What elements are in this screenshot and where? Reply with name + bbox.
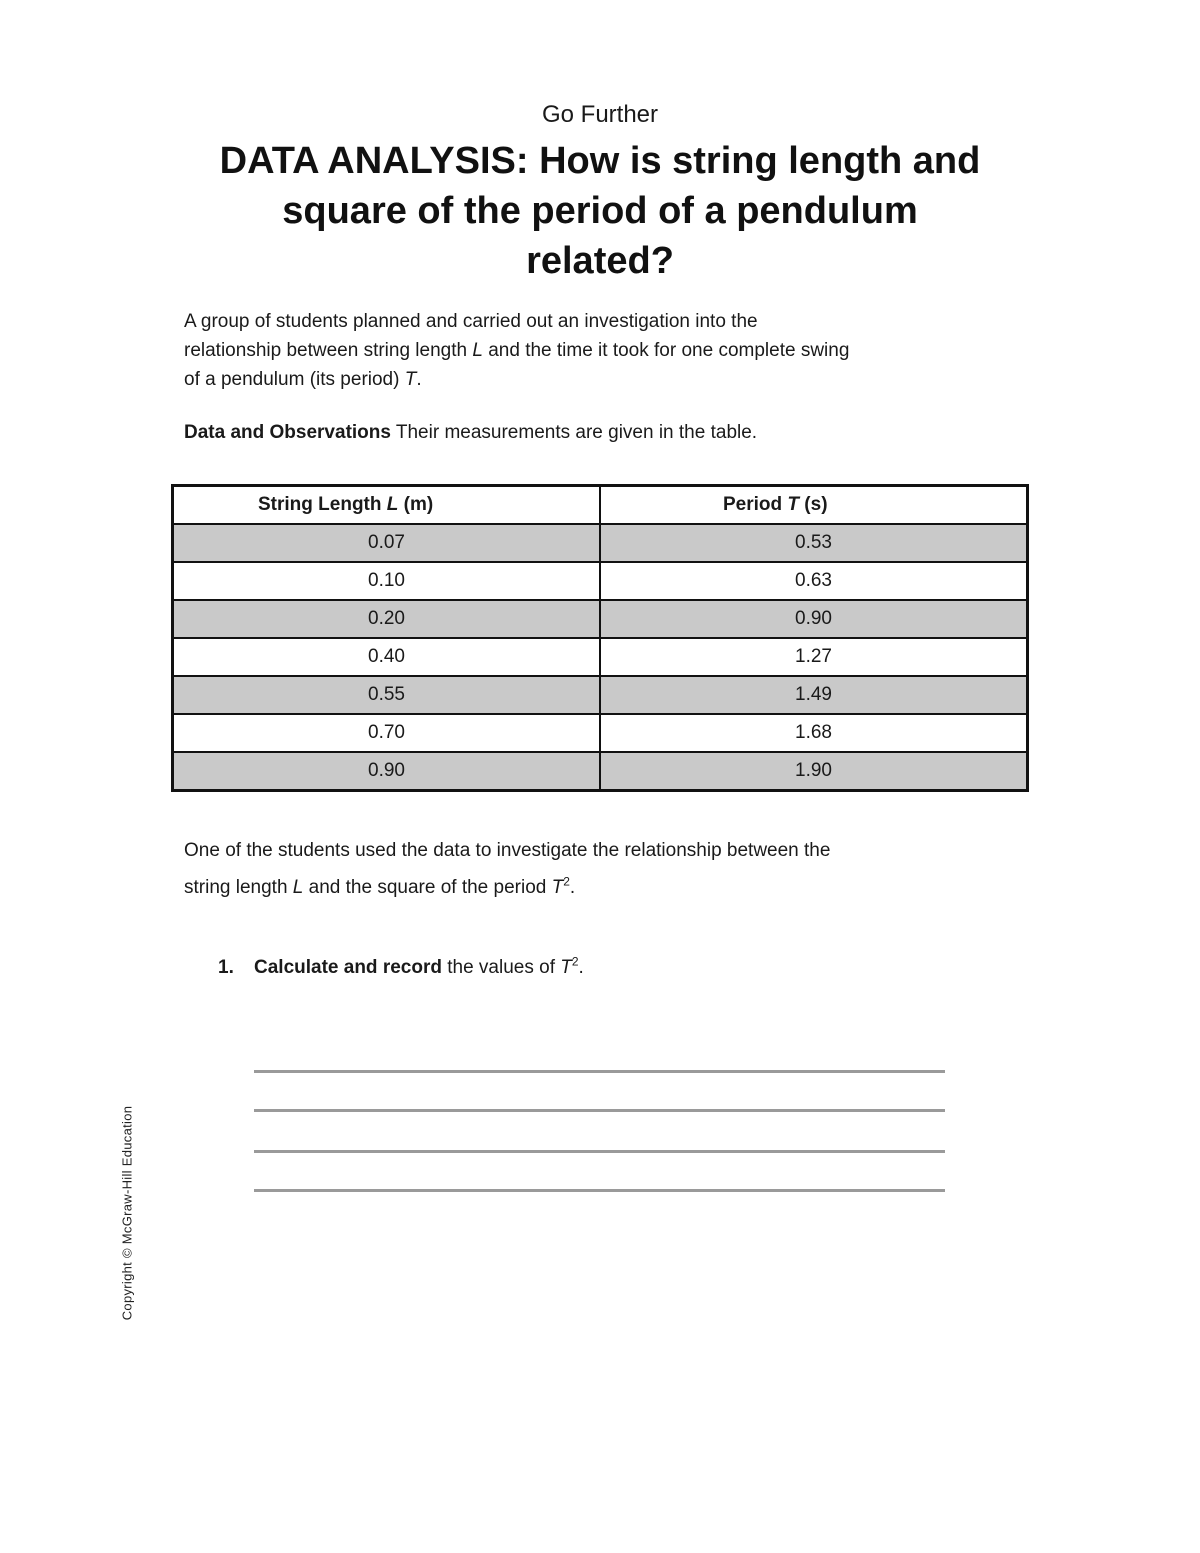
title-line-1: DATA ANALYSIS: How is string length and [219,140,981,182]
column-header-length [173,486,601,525]
header-text: String Length [258,494,387,515]
question-1 [218,953,1018,982]
question-number: 1. [218,957,234,978]
exponent: 2 [563,874,570,889]
variable-T: T [560,957,572,978]
page-title [150,136,1050,286]
followup-text: and the square of the period [303,877,552,898]
intro-line-2 [184,336,984,365]
length-cell: 0.90 [173,752,601,791]
intro-text: of a pendulum (its period) [184,369,405,390]
length-cell: 0.55 [173,676,601,714]
question-text: the values of [441,957,561,978]
answer-line[interactable] [254,1189,945,1192]
table-row [173,752,1028,791]
data-observations-label: Data and Observations [184,422,391,443]
variable-T: T [787,494,800,515]
data-observations [184,418,984,447]
length-cell: 0.40 [173,638,601,676]
data-observations-text: Their measurements are given in the table. [390,422,758,443]
intro-paragraph [184,307,984,394]
followup-text: string length [184,877,293,898]
period-cell: 0.90 [600,600,1028,638]
question-text: . [578,957,584,978]
answer-line[interactable] [254,1109,945,1112]
answer-line[interactable] [254,1150,945,1153]
table-row [173,676,1028,714]
table-row [173,714,1028,752]
period-cell: 0.53 [600,524,1028,562]
variable-L: L [472,340,483,361]
table-row [173,600,1028,638]
period-cell: 1.49 [600,676,1028,714]
intro-line-1: A group of students planned and carried out an investigation into the [184,311,758,332]
title-line-2: square of the period of a pendulum [282,190,918,232]
variable-T: T [404,369,417,390]
question-instruction: Calculate and record [254,957,442,978]
intro-text: . [416,369,422,390]
copyright-notice: Copyright © McGraw-Hill Education [119,1105,135,1321]
variable-L: L [386,494,399,515]
followup-line-1: One of the students used the data to investigate the relationship between the [184,840,831,861]
header-text: Period [723,494,788,515]
measurements-table [171,484,1029,792]
header-unit: (m) [398,494,434,515]
table-row [173,562,1028,600]
length-cell: 0.70 [173,714,601,752]
intro-line-3 [184,365,984,394]
title-line-3: related? [526,240,674,282]
period-cell: 1.27 [600,638,1028,676]
table-header-row [173,486,1028,525]
length-cell: 0.07 [173,524,601,562]
followup-text: . [569,877,576,898]
exponent: 2 [571,954,579,969]
length-cell: 0.20 [173,600,601,638]
section-kicker: Go Further [541,101,659,128]
period-cell: 0.63 [600,562,1028,600]
table-row [173,638,1028,676]
length-cell: 0.10 [173,562,601,600]
answer-line[interactable] [254,1070,945,1073]
variable-L: L [292,877,304,898]
table-row [173,524,1028,562]
period-cell: 1.68 [600,714,1028,752]
column-header-period [600,486,1028,525]
followup-line-2 [184,869,984,906]
intro-text: and the time it took for one complete swing [482,340,850,361]
period-cell: 1.90 [600,752,1028,791]
header-unit: (s) [799,494,828,515]
intro-text: relationship between string length [184,340,473,361]
variable-T: T [551,877,564,898]
followup-paragraph [184,832,984,906]
